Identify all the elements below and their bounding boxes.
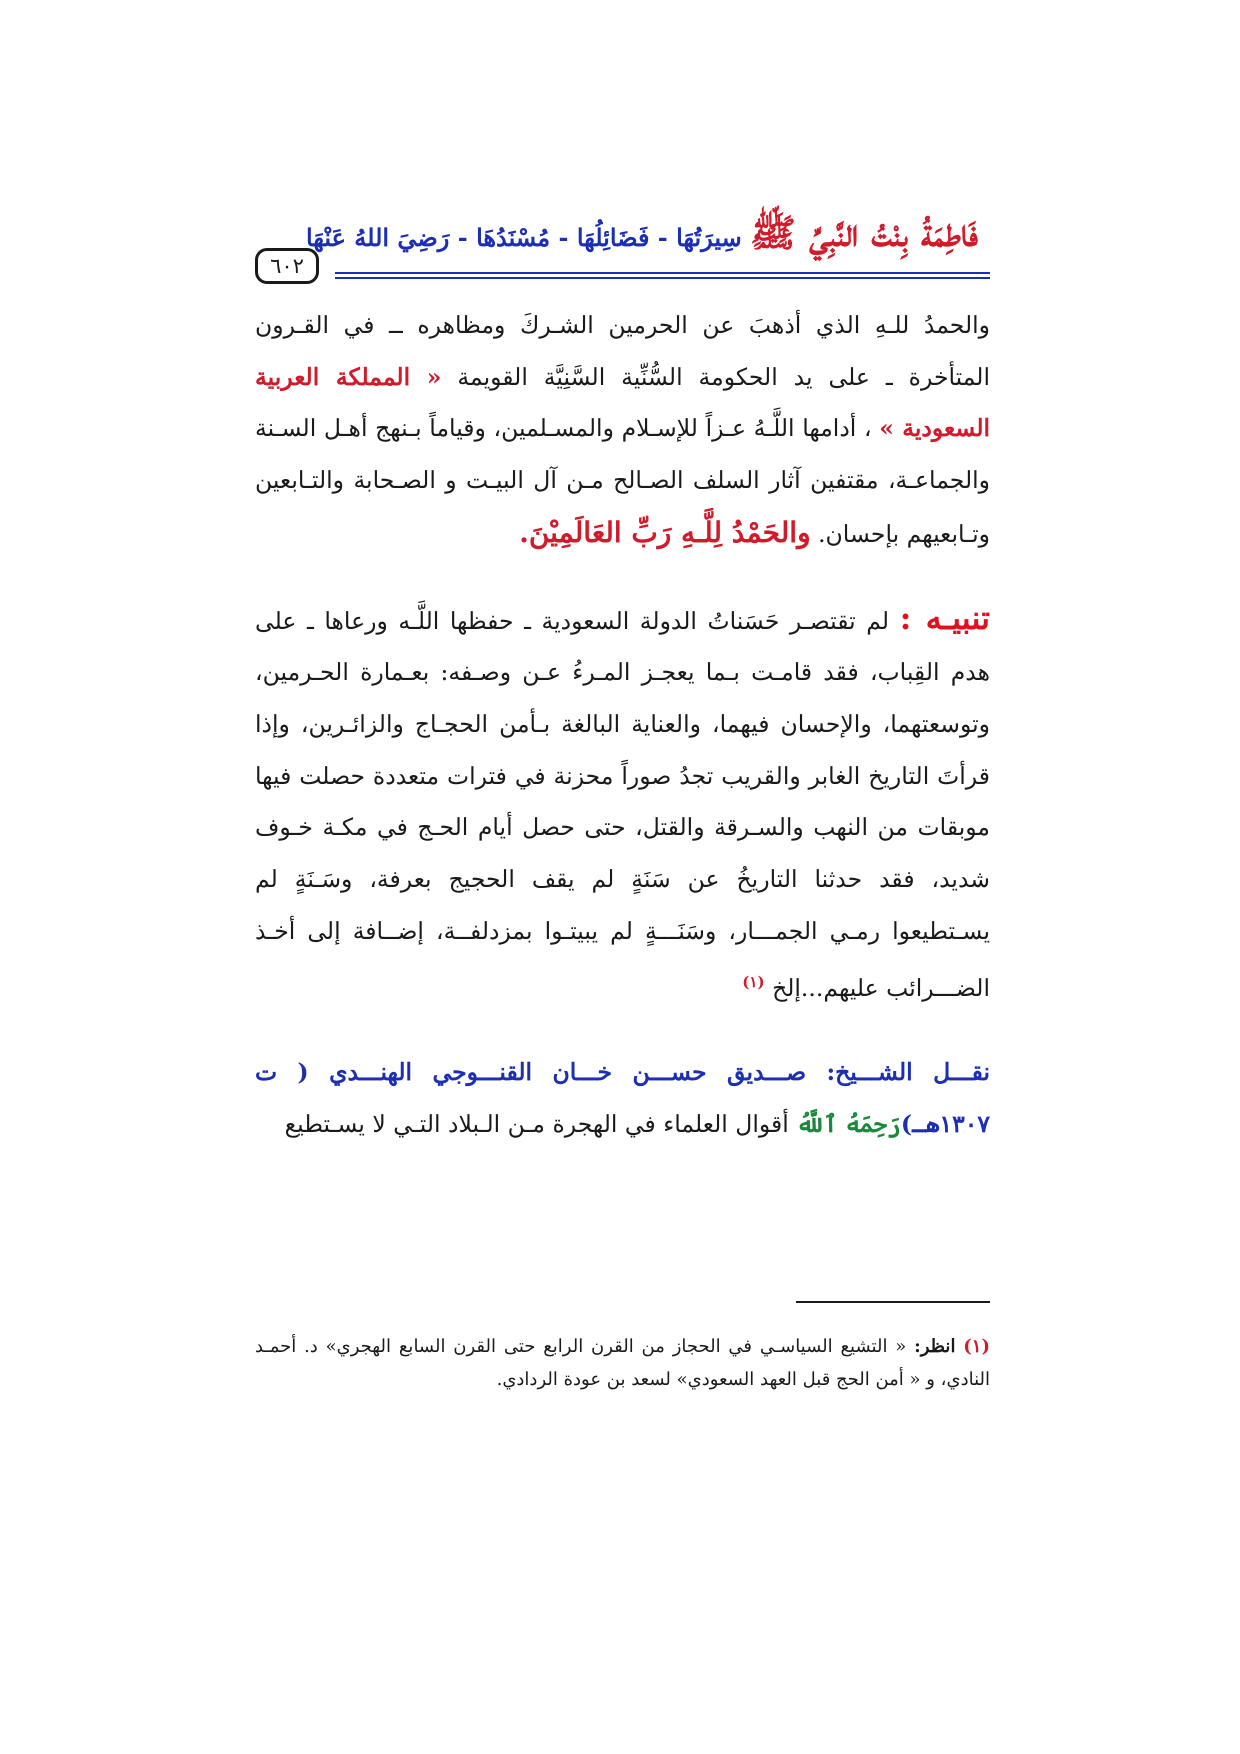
header-rule-secondary bbox=[335, 277, 990, 279]
running-header-title bbox=[306, 210, 978, 265]
footnote-separator bbox=[796, 1301, 990, 1303]
footnote-text: « التشيع السياسـي في الحجاز من القرن الرابع حتى القرن السابع الهجري» د. أحمـد النادي، و « أمن الحج قبل العهد السعودي» لسعد بن عودة الردادي. bbox=[255, 1336, 990, 1390]
paragraph-praise-text-b: ، أدامها اللَّـهُ عـزاً للإسـلام والمسـلمين، وقياماً بـنهج أهـل السـنة والجماعـة، مقتفين آثار السلف الصـالح مـن آل البيـت و الصـحابة والتـابعين وتـابعيهم بإحسان. bbox=[255, 414, 990, 548]
footnote bbox=[255, 1330, 990, 1396]
rahimahullah: رَحِمَهُ ٱللَّهُ bbox=[796, 1109, 901, 1138]
book-title: فَاطِمَةُ بِنْتُ النَّبِيِّ ﷺ bbox=[750, 210, 978, 255]
kingdom-name: « المملكة العربية السعودية » bbox=[255, 362, 991, 443]
paragraph-quote bbox=[255, 1047, 990, 1150]
notice-text: لم تقتصـر حَسَناتُ الدولة السعودية ـ حفظها اللَّـه ورعاها ـ على هدم القِباب، فقد قامـت بـما يعجـز المـرءُ عـن وصـفه: بعـمارة الحـرمين، وتوسعتهما، والإحسان فيهما، والعناية البالغة بـأمن الحجـاج والزائـرين، وإذا قرأتَ التاريخ الغابر والقريب تجدُ صوراً محزنة في فترات متعددة حصلت فيها موبقات من النهب والسـرقة والقتل، حتى حصل أيام الحـج في مكـة خـوف شديد، فقد حدثنا التاريخُ عن سَنَةٍ لم يقف الحجيج بعرفة، وسَـنَةٍ لم يسـتطيعوا رمـي الجمـــار، وسَنَـــةٍ لم يبيتـوا بمزدلفــة، إضــافة إلى أخـذ الضـــرائب عليهم...إلخ bbox=[255, 606, 990, 1003]
shaykh-name: نقـــل الشـــيخ: صـــديق حســـن خـــان القنـــوجي الهنـــدي ( ت ١٣٠٧هـ) bbox=[255, 1057, 990, 1138]
paragraph-praise-text-a: والحمدُ للـهِ الذي أذهبَ عن الحرمين الشـركَ ومظاهره ــ في القـرون المتأخرة ـ على يد الحكومة السُّنِّية السَّنِيَّة القويمة bbox=[255, 311, 990, 391]
hamdala: والحَمْدُ لِلَّـهِ رَبِّ العَالَمِيْنَ. bbox=[519, 515, 811, 549]
page-header bbox=[255, 208, 990, 278]
header-rule bbox=[335, 272, 990, 274]
paragraph-praise bbox=[255, 300, 990, 561]
quote-text: أقوال العلماء في الهجرة مـن الـبلاد التـي لا يسـتطيع bbox=[284, 1109, 797, 1138]
book-subtitle: سِيرَتُهَا - فَضَائِلُهَا - مُسْنَدُهَا - رَضِيَ اللهُ عَنْهَا bbox=[305, 223, 742, 252]
page-number: ٦٠٢ bbox=[255, 248, 319, 284]
main-text bbox=[255, 300, 990, 1150]
footnote-number: (١) bbox=[963, 1336, 990, 1357]
footnote-reference[interactable]: (١) bbox=[742, 973, 765, 992]
footnote-label: انظر: bbox=[914, 1336, 956, 1357]
notice-label: تنبيـه : bbox=[899, 598, 991, 637]
paragraph-notice bbox=[255, 593, 990, 1015]
